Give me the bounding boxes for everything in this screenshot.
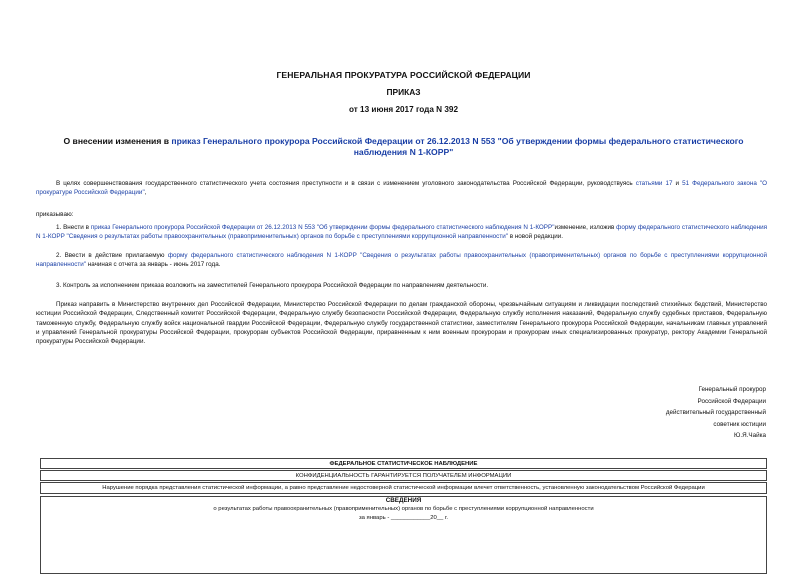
preamble-text: В целях совершенствования государственного статистического учета состояния преступности и в связи с изменением уголовного законодательства Российской Федерации, руководствуясь: [56, 180, 636, 187]
item-1-number: 1. Внести в: [56, 224, 91, 231]
liability-cell: Нарушение порядка представления статистической информации, а равно представление недостоверной статистической информации влечет ответственность, установленную законодательством Российской Федерации: [41, 483, 767, 494]
report-subtitle: о результатах работы правоохранительных (правоприменительных) органов по борьбе с преступлениями коррупционной направленности: [213, 506, 594, 513]
item-1-order-link[interactable]: приказ Генерального прокурора Российской Федерации от 26.12.2013 N 553 "Об утверждении формы федерального статистического наблюдения N 1-КОРР": [90, 224, 555, 231]
item-2-form-link[interactable]: форму федерального статистического наблюдения N 1-КОРР "Сведения о результатах работы правоохранительных (правоприменительных) органов по борьбе с преступлениями коррупционной направленности": [36, 252, 768, 269]
signature-line-4: советник юстиции: [713, 420, 766, 428]
item-1-mid: изменение, изложив: [554, 224, 617, 231]
distribution-text: Приказ направить в Министерство внутренних дел Российской Федерации, Министерство Российской Федерации по делам гражданской обороны, чрезвычайным ситуациям и ликвидации последствий стихийных бедствий, Министерство юстиции Российской Федерации, Следственный комитет Российской Федерации, Федеральную службу безопасности Российской Федерации, Федеральную службу исполнения наказаний, Федеральную службу судебных приставов, Федеральную таможенную службу, Федеральную службу войск национальной гвардии Российской Федерации, Федеральную службу государственной статистики, заместителям Генерального прокурора Российской Федерации, начальникам главных управлений и управлений Генеральной прокуратуры Российской Федерации, прокурорам субъектов Российской Федерации, приравненным к ним военным прокурорам и прокурорам иных специализированных прокуратур, ректору Академии Генеральной прокуратуры Российской Федерации.: [36, 301, 767, 346]
report-title-cell: [41, 497, 767, 574]
signature-block: [566, 384, 766, 442]
document-title: [40, 136, 767, 158]
article-51-link[interactable]: 51: [682, 180, 690, 187]
signature-line-2: Российской Федерации: [697, 397, 766, 405]
order-word: приказываю:: [36, 211, 74, 218]
preamble-end: ,: [144, 189, 147, 197]
item-2-end: начиная с отчета за январь - июнь 2017 года.: [86, 261, 221, 269]
document-type-heading: ПРИКАЗ: [386, 87, 421, 97]
confidentiality-table: [40, 470, 767, 481]
federal-observation-cell: ФЕДЕРАЛЬНОЕ СТАТИСТИЧЕСКОЕ НАБЛЮДЕНИЕ: [41, 459, 767, 469]
item-3-text: 3. Контроль за исполнением приказа возложить на заместителей Генерального прокурора Российской Федерации по направлениям деятельности.: [56, 282, 489, 289]
item-1-paragraph: [36, 223, 767, 242]
preamble-paragraph: [36, 179, 767, 198]
report-title: СВЕДЕНИЯ: [385, 497, 422, 504]
liability-table: [40, 482, 767, 494]
signature-line-3: действительный государственный: [665, 409, 766, 417]
distribution-paragraph: [36, 300, 767, 346]
form-header-table: [40, 458, 767, 469]
report-period: за январь - ____________20__ г.: [358, 514, 449, 521]
signature-name: Ю.Я.Чайка: [733, 432, 766, 440]
organization-heading: ГЕНЕРАЛЬНАЯ ПРОКУРАТУРА РОССИЙСКОЙ ФЕДЕРАЦИИ: [276, 70, 531, 80]
signature-line-1: Генеральный прокурор: [698, 386, 766, 393]
title-prefix: О внесении изменения в: [63, 136, 172, 146]
document-date-number: от 13 июня 2017 года N 392: [348, 105, 459, 114]
item-1-form-link[interactable]: форму федерального статистического наблюдения N 1-КОРР "Сведения о результатах работы правоохранительных (правоприменительных) органов по борьбе с преступлениями коррупционной направленности": [36, 224, 768, 241]
title-order-link[interactable]: приказ Генерального прокурора Российской Федерации от 26.12.2013 N 553 "Об утверждении формы федерального статистического наблюдения N 1-КОРР": [171, 136, 744, 157]
prosecution-law-link[interactable]: Федерального закона "О прокуратуре Российской Федерации": [36, 180, 768, 197]
article-17-link[interactable]: статьями 17: [635, 180, 673, 187]
item-2-paragraph: [36, 251, 767, 270]
preamble-and: и: [672, 180, 683, 187]
confidentiality-cell: КОНФИДЕНЦИАЛЬНОСТЬ ГАРАНТИРУЕТСЯ ПОЛУЧАТЕЛЕМ ИНФОРМАЦИИ: [41, 471, 767, 481]
report-title-table: [40, 496, 767, 574]
item-1-end: в новой редакции.: [507, 233, 564, 241]
item-3-paragraph: [36, 281, 767, 290]
item-2-number: 2. Ввести в действие прилагаемую: [56, 252, 168, 259]
